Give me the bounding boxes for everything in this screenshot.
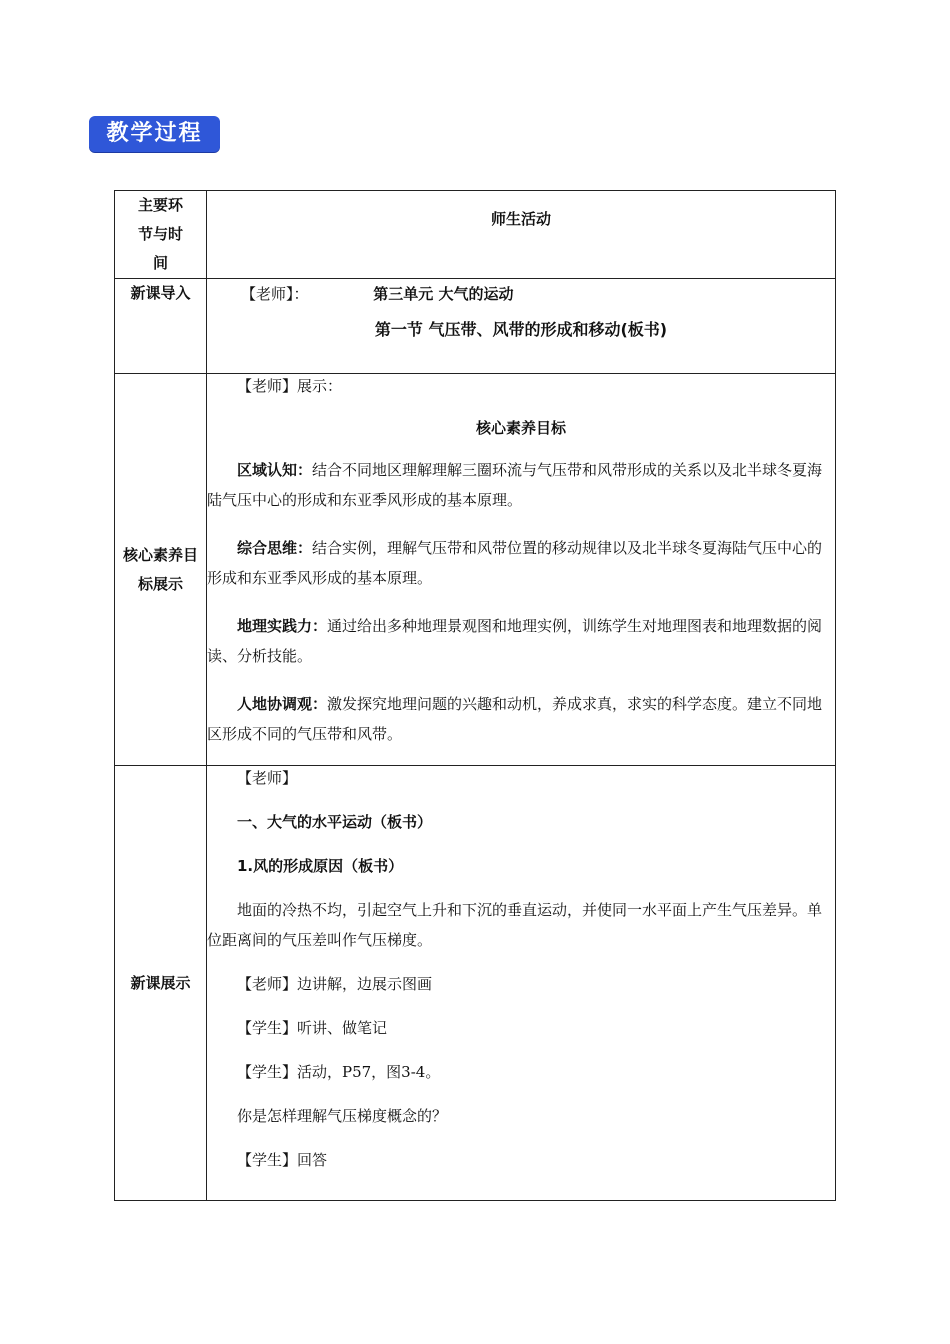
goal-term: 综合思维：	[237, 539, 313, 557]
goal-item-harmony	[207, 689, 835, 749]
header-col2	[207, 191, 836, 279]
header-col1	[115, 191, 207, 279]
intro-teacher: 【老师】：	[241, 285, 309, 303]
lesson-heading-1: 一、大气的水平运动（板书）	[237, 813, 433, 831]
lesson-teacher: 【老师】	[237, 769, 298, 787]
lesson-label: 新课展示	[130, 973, 191, 992]
intro-label: 新课导入	[130, 284, 191, 302]
goal-item-regional	[207, 455, 835, 515]
goals-teacher: 【老师】展示：	[237, 377, 343, 395]
header-col1-label: 主要环节与时间	[137, 196, 183, 272]
section-badge: 教学过程	[89, 116, 220, 152]
goal-term: 人地协调观：	[237, 695, 328, 713]
lesson-line-3: 【学生】活动，P57，图3-4。	[237, 1063, 441, 1081]
goals-title: 核心素养目标	[475, 419, 566, 437]
lesson-line-4: 【学生】回答	[237, 1151, 328, 1169]
goals-row	[115, 374, 836, 766]
header-row	[115, 191, 836, 279]
header-col2-label: 师生活动	[490, 210, 551, 228]
goal-text: 结合不同地区理解理解三圈环流与气压带和风带形成的关系以及北半球冬夏海陆气压中心的形成和东亚季风形成的基本原理。	[207, 461, 823, 509]
lesson-line-2: 【学生】听讲、做笔记	[237, 1019, 388, 1037]
goal-term: 区域认知：	[237, 461, 313, 479]
goal-item-thinking	[207, 533, 835, 593]
unit-title: 第三单元 大气的运动	[373, 285, 514, 303]
lesson-paragraph: 地面的冷热不均，引起空气上升和下沉的垂直运动，并使同一水平面上产生气压差异。单位距离间的气压差叫作气压梯度。	[207, 901, 823, 949]
lesson-line-1: 【老师】边讲解，边展示图画	[237, 975, 433, 993]
goal-term: 地理实践力：	[237, 617, 328, 635]
goal-item-practice	[207, 611, 835, 671]
section-title: 第一节 气压带、风带的形成和移动(板书)	[374, 320, 668, 339]
goal-text: 通过给出多种地理景观图和地理实例，训练学生对地理图表和地理数据的阅读、分析技能。	[207, 617, 823, 665]
goal-text: 结合实例，理解气压带和风带位置的移动规律以及北半球冬夏海陆气压中心的形成和东亚季风形成的基本原理。	[207, 539, 823, 587]
goal-text: 激发探究地理问题的兴趣和动机，养成求真，求实的科学态度。建立不同地区形成不同的气压带和风带。	[207, 695, 823, 743]
lesson-plan-table	[114, 190, 836, 1201]
intro-row	[115, 279, 836, 374]
goals-label: 核心素养目标展示	[122, 545, 198, 593]
lesson-heading-2: 1.风的形成原因（板书）	[237, 857, 404, 875]
lesson-question: 你是怎样理解气压梯度概念的？	[237, 1107, 448, 1125]
lesson-row	[115, 766, 836, 1201]
